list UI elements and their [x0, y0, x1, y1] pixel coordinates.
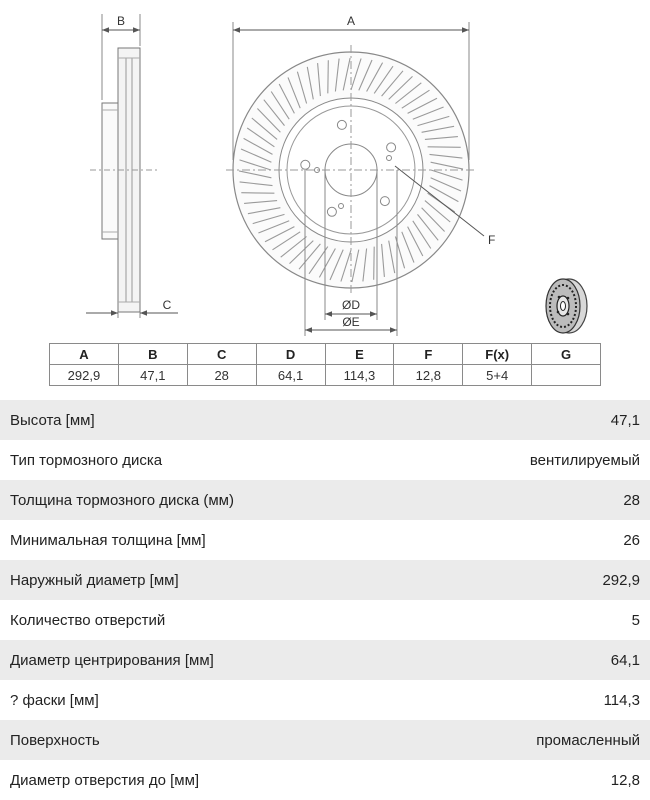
dim-value-g — [532, 365, 601, 386]
spec-value: 47,1 — [610, 411, 640, 429]
vent-slot — [428, 147, 461, 148]
label-e: ØE — [342, 315, 360, 329]
aux-hole — [339, 204, 344, 209]
dim-header-a: A — [50, 344, 119, 365]
spec-label: Диаметр отверстия до [мм] — [10, 771, 200, 789]
spec-row-disc-type — [0, 440, 650, 480]
spec-row-height — [0, 400, 650, 440]
dim-header-c: C — [187, 344, 256, 365]
spec-label: Тип тормозного диска — [10, 451, 163, 469]
spec-label: Поверхность — [10, 731, 100, 749]
spec-row-surface — [0, 720, 650, 760]
dim-value-e: 114,3 — [325, 365, 394, 386]
dim-header-b: B — [118, 344, 187, 365]
vent-slot — [241, 193, 274, 194]
spec-value: 292,9 — [602, 571, 640, 589]
specs-list — [0, 400, 650, 800]
spec-row-disc-thickness — [0, 480, 650, 520]
dim-header-g: G — [532, 344, 601, 365]
spec-label: Количество отверстий — [10, 611, 166, 629]
spec-label: Высота [мм] — [10, 411, 95, 429]
spec-row-centering-diameter — [0, 640, 650, 680]
bolt-hole — [380, 197, 389, 206]
spec-value: 64,1 — [610, 651, 640, 669]
spec-value: 28 — [623, 491, 640, 509]
label-b: B — [116, 14, 126, 28]
dim-header-fx: F(x) — [463, 344, 532, 365]
spec-value: 12,8 — [610, 771, 640, 789]
dim-value-b: 47,1 — [118, 365, 187, 386]
dim-value-f: 12,8 — [394, 365, 463, 386]
bolt-hole — [327, 207, 336, 216]
spec-value: вентилируемый — [529, 451, 640, 469]
side-view — [86, 14, 178, 318]
dimensions-value-row — [50, 365, 601, 386]
front-view — [226, 22, 484, 336]
spec-row-chamfer — [0, 680, 650, 720]
spec-row-hole-diameter — [0, 760, 650, 800]
dim-header-e: E — [325, 344, 394, 365]
bolt-hole — [337, 120, 346, 129]
label-a: A — [346, 14, 356, 28]
spec-value: 114,3 — [603, 691, 640, 709]
dim-value-fx: 5+4 — [463, 365, 532, 386]
spec-value: 26 — [623, 531, 640, 549]
dim-value-c: 28 — [187, 365, 256, 386]
spec-row-outer-diameter — [0, 560, 650, 600]
dimensions-header-row — [50, 344, 601, 365]
bolt-hole — [301, 160, 310, 169]
aux-hole — [387, 156, 392, 161]
dim-header-d: D — [256, 344, 325, 365]
dimensions-table — [49, 343, 601, 386]
spec-value: промасленный — [536, 731, 640, 749]
label-c: C — [162, 298, 172, 312]
spec-value: 5 — [631, 611, 640, 629]
bolt-hole — [387, 143, 396, 152]
spec-row-min-thickness — [0, 520, 650, 560]
spec-row-hole-count — [0, 600, 650, 640]
spec-label: Минимальная толщина [мм] — [10, 531, 206, 549]
label-f: F — [488, 233, 496, 247]
disc-3d-thumbnail — [546, 279, 587, 333]
dim-header-f: F — [394, 344, 463, 365]
spec-label: ? фаски [мм] — [10, 691, 99, 709]
spec-label: Толщина тормозного диска (мм) — [10, 491, 234, 509]
dim-value-a: 292,9 — [50, 365, 119, 386]
spec-label: Наружный диаметр [мм] — [10, 571, 179, 589]
vent-slot — [374, 247, 375, 280]
dim-value-d: 64,1 — [256, 365, 325, 386]
vent-slot — [328, 60, 329, 93]
spec-label: Диаметр центрирования [мм] — [10, 651, 214, 669]
label-d: ØD — [342, 298, 360, 312]
